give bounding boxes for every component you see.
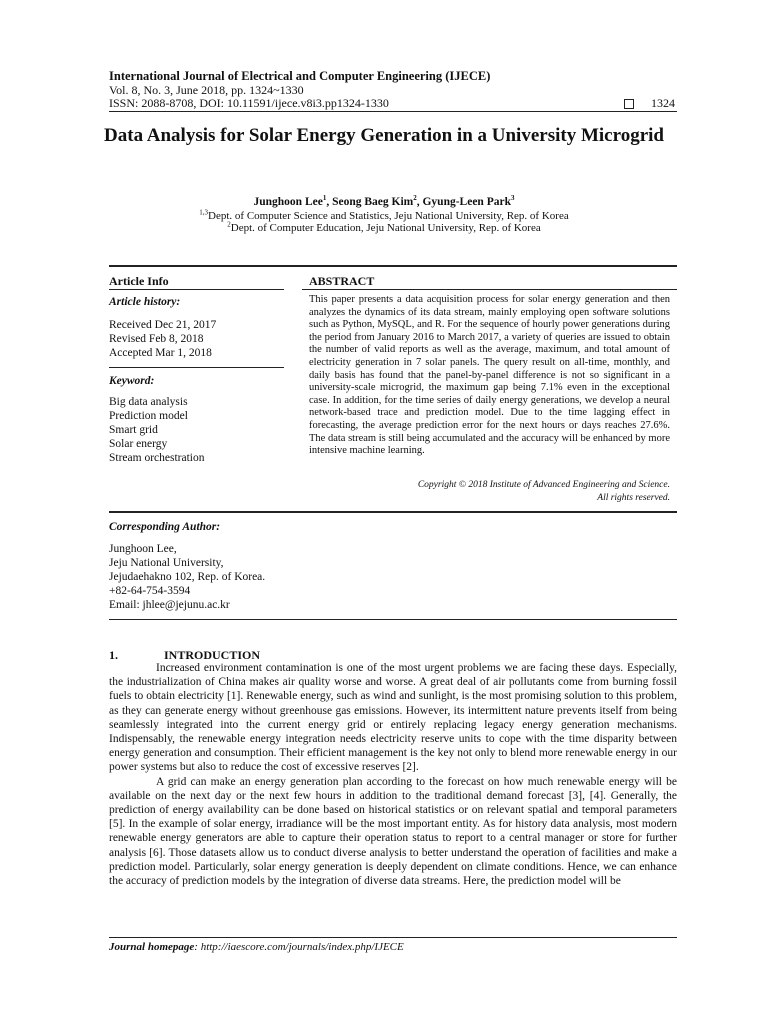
journal-name: International Journal of Electrical and Computer Engineering (IJECE) (109, 69, 491, 83)
author-sup: 1 (322, 194, 327, 203)
corresponding-line: Jejudaehakno 102, Rep. of Korea. (109, 571, 266, 583)
author-sup: 3 (510, 194, 515, 203)
copyright-line: Copyright © 2018 Institute of Advanced Engineering and Science. (417, 480, 670, 490)
author-list: Junghoon Lee$^1$, Seong Baeg Kim$^2$, Gyung-Leen Park$^3$ (253, 194, 515, 208)
introduction-body (109, 661, 677, 888)
page-number: 1324 (651, 96, 675, 110)
keyword-item: Prediction model (109, 410, 188, 422)
history-line: Accepted Mar 1, 2018 (109, 347, 212, 359)
square-icon (624, 99, 634, 109)
info-rule (109, 289, 284, 290)
corresponding-line: Jeju National University, (109, 557, 224, 569)
paragraph: Increased environment contamination is one of the most urgent problems we are facing these days. Especially, the industrialization of China makes air quality worse and worse. A great deal of air pollutants come from burning fossil fuels to obtain electricity [1]. Renewable energy, such as wind and sunlight, is the most promising solution to this problem, as they can generate energy without greenhouse gas emissions. However, its intermittent nature prevents itself from being seamlessly integrated into the current energy grid or entirely replacing legacy energy generation mechanisms. Indispensably, the renewable energy integration needs electricity reserve units to cope with the time disparity between energy generation and consumption. Their efficient management is the key not only to blend more renewable energy in our power systems but also to reduce the cost of excessive reserves [2]. (109, 662, 677, 774)
homepage-link[interactable]: http://iaescore.com/journals/index.php/IJECE (200, 941, 404, 953)
keyword-item: Solar energy (109, 438, 168, 450)
copyright-line: All rights reserved. (597, 493, 670, 503)
keyword-item: Stream orchestration (109, 452, 205, 464)
paper-title: Data Analysis for Solar Energy Generation in a University Microgrid (104, 125, 664, 146)
history-line: Received Dec 21, 2017 (109, 319, 217, 331)
paragraph: A grid can make an energy generation plan according to the forecast on how much renewable energy will be available on the next day or the next few hours in addition to the traditional demand forecast [3], [4]. Generally, the prediction of energy availability can be done based on historical statistics or on relevant spatial and temporal parameters [5]. In the example of solar energy, irradiance will be the most important entity. As for history data analysis, most modern renewable energy generators are able to capture their operation status to report to a central manager or store for further analysis [6]. Those datasets allow us to conduct diverse analysis to better understand the operation of facilities and make a prediction model. Particularly, solar energy generation is deeply dependent on climate conditions. Hence, we can enhance the accuracy of prediction models by the integration of diverse data streams. Here, the prediction model will be (109, 775, 677, 888)
article-info-heading: Article Info (109, 274, 169, 288)
volume-line: Vol. 8, No. 3, June 2018, pp. 1324~1330 (109, 83, 304, 97)
footer-rule (109, 937, 677, 938)
author-name: Seong Baeg Kim (332, 196, 414, 208)
corresponding-line: Junghoon Lee, (109, 543, 177, 555)
abstract-heading: ABSTRACT (309, 274, 375, 288)
homepage-separator: : (194, 941, 201, 953)
corresponding-email: Email: jhlee@jejunu.ac.kr (109, 599, 230, 611)
info-bottom-rule (109, 619, 677, 620)
journal-homepage (109, 941, 404, 953)
info-top-rule (109, 265, 677, 267)
corresponding-rule (109, 511, 677, 513)
affiliation-sup: 2 (227, 220, 231, 229)
history-line: Revised Feb 8, 2018 (109, 333, 204, 345)
section-number: 1. (109, 648, 118, 662)
header-rule (109, 111, 677, 112)
corresponding-heading: Corresponding Author: (109, 521, 221, 533)
affiliation-text: Dept. of Computer Science and Statistics, Jeju National University, Rep. of Korea (208, 210, 569, 222)
corresponding-line: +82-64-754-3594 (109, 585, 191, 597)
affiliation-text: Dept. of Computer Education, Jeju National University, Rep. of Korea (230, 222, 541, 234)
abstract-rule (302, 289, 677, 290)
section-title: INTRODUCTION (164, 648, 261, 662)
author-name: Gyung-Leen Park (422, 196, 511, 208)
keyword-rule (109, 367, 284, 368)
keyword-item: Big data analysis (109, 396, 188, 408)
keyword-item: Smart grid (109, 424, 158, 436)
affiliation (100, 222, 668, 234)
issn-line: ISSN: 2088-8708, DOI: 10.11591/ijece.v8i3.pp1324-1330 (109, 96, 389, 110)
history-heading: Article history: (109, 296, 181, 308)
affiliation (100, 210, 668, 222)
author-sup: 2 (413, 194, 417, 203)
keyword-heading: Keyword: (109, 375, 155, 387)
affiliation-sup: 1,3 (199, 208, 209, 217)
abstract-text: This paper presents a data acquisition process for solar energy generation and then analyzes the dynamics of its data stream, mainly employing open software solutions such as Python, MySQL, and R. For the sequence of hourly power generations during the period from January 2016 to March 2017, a variety of queries are issued to obtain the number of valid reports as well as the average, maximum, and total amount of electricity generation in 7 solar panels. The query result on all-time, monthly, and daily basis has found that the panel-by-panel difference is not so significant in a university-scale microgrid, the maximum gap being 7.1% even in the exceptional case. In addition, for the time series of daily energy generations, we develop a neural network-based trace and prediction model. Due to the time lagging effect in forecasting, the average prediction error for the next hours or days reaches 27.6%. The data stream is still being accumulated and the accuracy will be enhanced by more intensive machine learning. (309, 294, 670, 457)
author-name: Junghoon Lee (253, 196, 323, 208)
homepage-label: Journal homepage (109, 941, 195, 953)
